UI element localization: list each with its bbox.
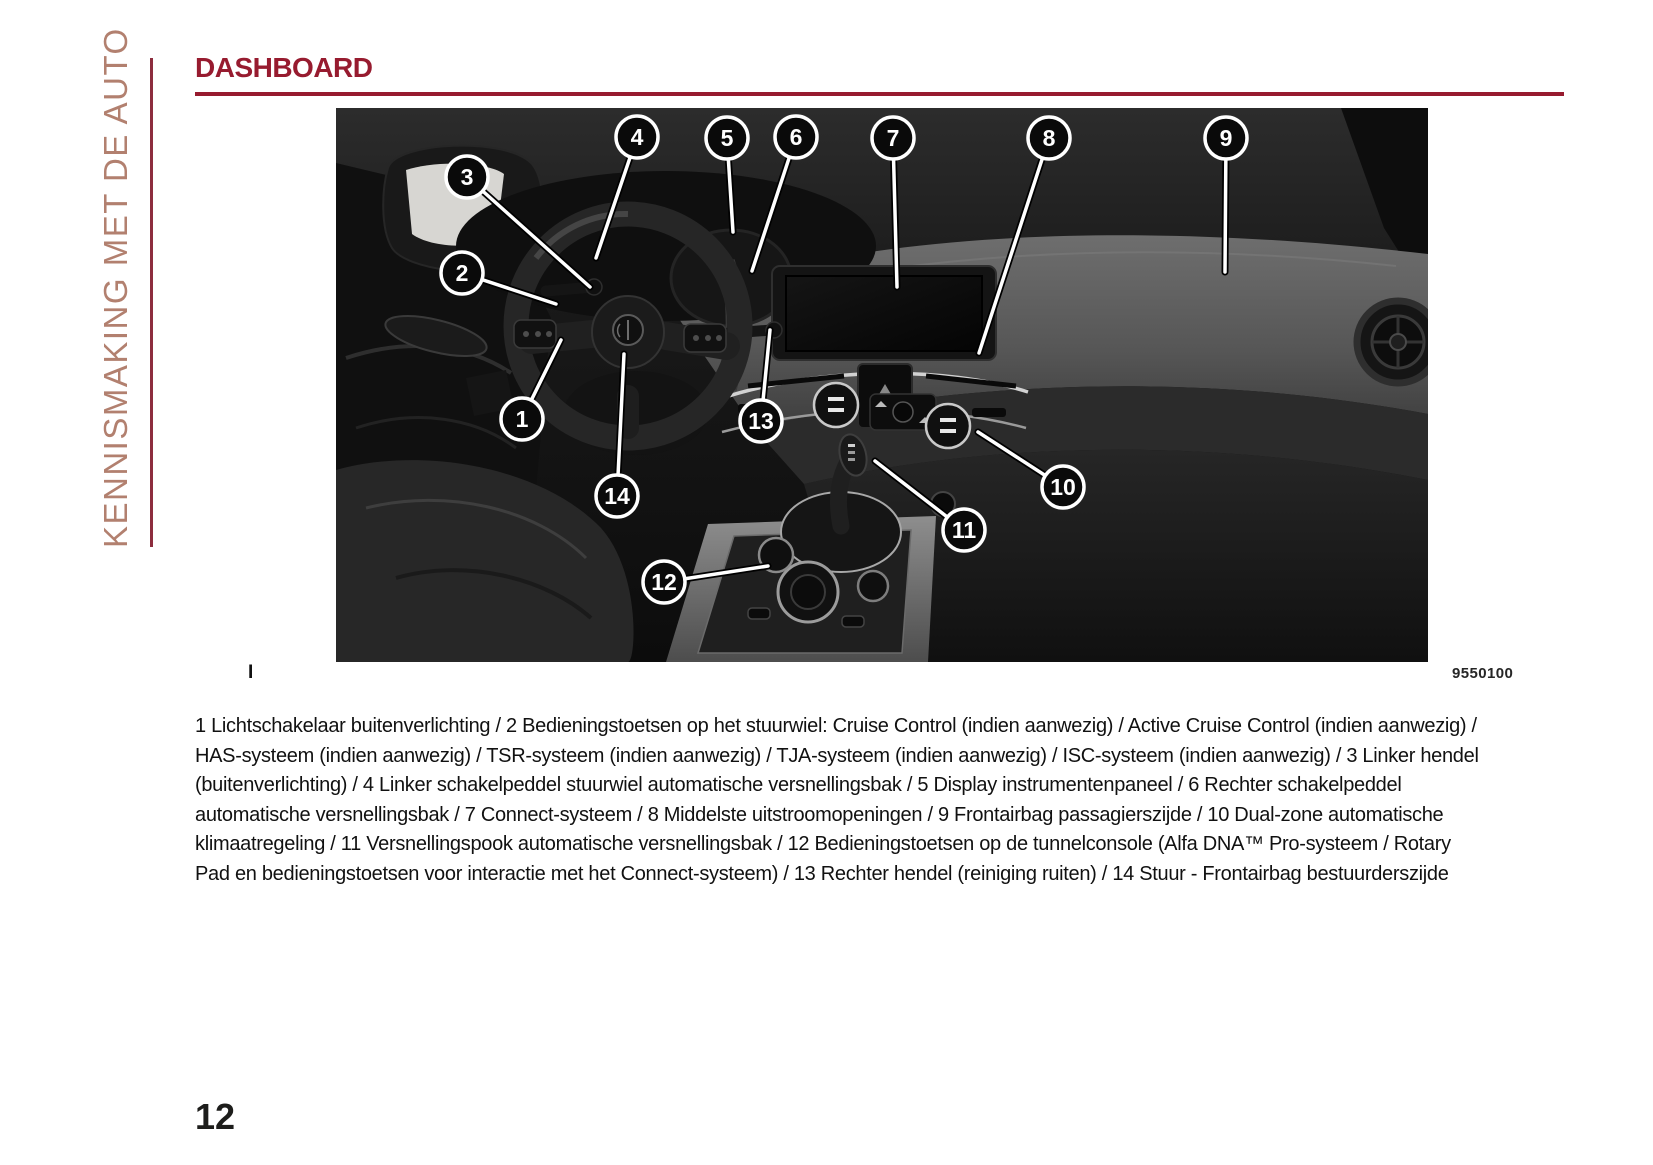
page-title: DASHBOARD [195,52,373,83]
svg-text:2: 2 [455,260,469,286]
callout-10 [1042,466,1084,508]
title-rule [195,92,1564,96]
svg-text:5: 5 [720,125,734,151]
svg-text:3: 3 [460,164,474,190]
callout-1 [501,398,543,440]
callout-2 [441,252,483,294]
svg-text:11: 11 [951,517,977,543]
chapter-vertical-label: KENNISMAKING MET DE AUTO [97,27,134,548]
svg-text:1: 1 [515,406,529,432]
figure-left-mark: I [248,662,254,683]
callout-14 [596,475,638,517]
infotainment-screen [772,266,996,360]
dashboard-photo [336,108,1428,662]
callout-7 [872,117,914,159]
dashboard-figure [336,108,1428,662]
callout-4 [616,116,658,158]
svg-text:12: 12 [651,569,677,595]
figure-caption: 1 Lichtschakelaar buitenverlichting / 2 Bedieningstoetsen op het stuurwiel: Cruise Control (indien aanwezig) / Active Cruise Control (indien aanwezig) / HAS-systeem (indien aanwezig) / TSR-systeem (indien aanwezig) / TJA-systeem (indien aanwezig) / ISC-systeem (indien aanwezig) / 3 Linker hendel (buitenverlichting) / 4 Linker schakelpeddel stuurwiel automatische versnellingsbak / 5 Display instrumentenpaneel / 6 Rechter schakelpeddel automatische versnellingsbak / 7 Connect-systeem / 8 Middelste uitstroomopeningen / 9 Frontairbag passagierszijde / 10 Dual-zone automatische klimaatregeling / 11 Versnellingspook automatische versnellingsbak / 12 Bedieningstoetsen op de tunnelconsole (Alfa DNA™ Pro-systeem / Rotary Pad en bedieningstoetsen voor interactie met het Connect-systeem) / 13 Rechter hendel (reiniging ruiten) / 14 Stuur - Frontairbag bestuurderszijde [195,715,1479,885]
chapter-rule [150,58,153,547]
page-number: 12 [195,1096,236,1137]
callout-9 [1205,117,1247,159]
callout-5 [706,117,748,159]
right-air-vent [1357,301,1428,383]
svg-text:7: 7 [886,125,900,151]
svg-text:13: 13 [748,408,774,434]
svg-text:4: 4 [630,124,644,150]
svg-text:10: 10 [1050,474,1076,500]
callout-11 [943,509,985,551]
svg-text:8: 8 [1042,125,1056,151]
callout-6 [775,116,817,158]
svg-text:6: 6 [789,124,803,150]
callout-8 [1028,117,1070,159]
svg-text:14: 14 [604,483,630,509]
svg-text:9: 9 [1219,125,1233,151]
callout-3 [446,156,488,198]
figure-code: 9550100 [1452,665,1514,682]
callout-13 [740,400,782,442]
callout-12 [643,561,685,603]
